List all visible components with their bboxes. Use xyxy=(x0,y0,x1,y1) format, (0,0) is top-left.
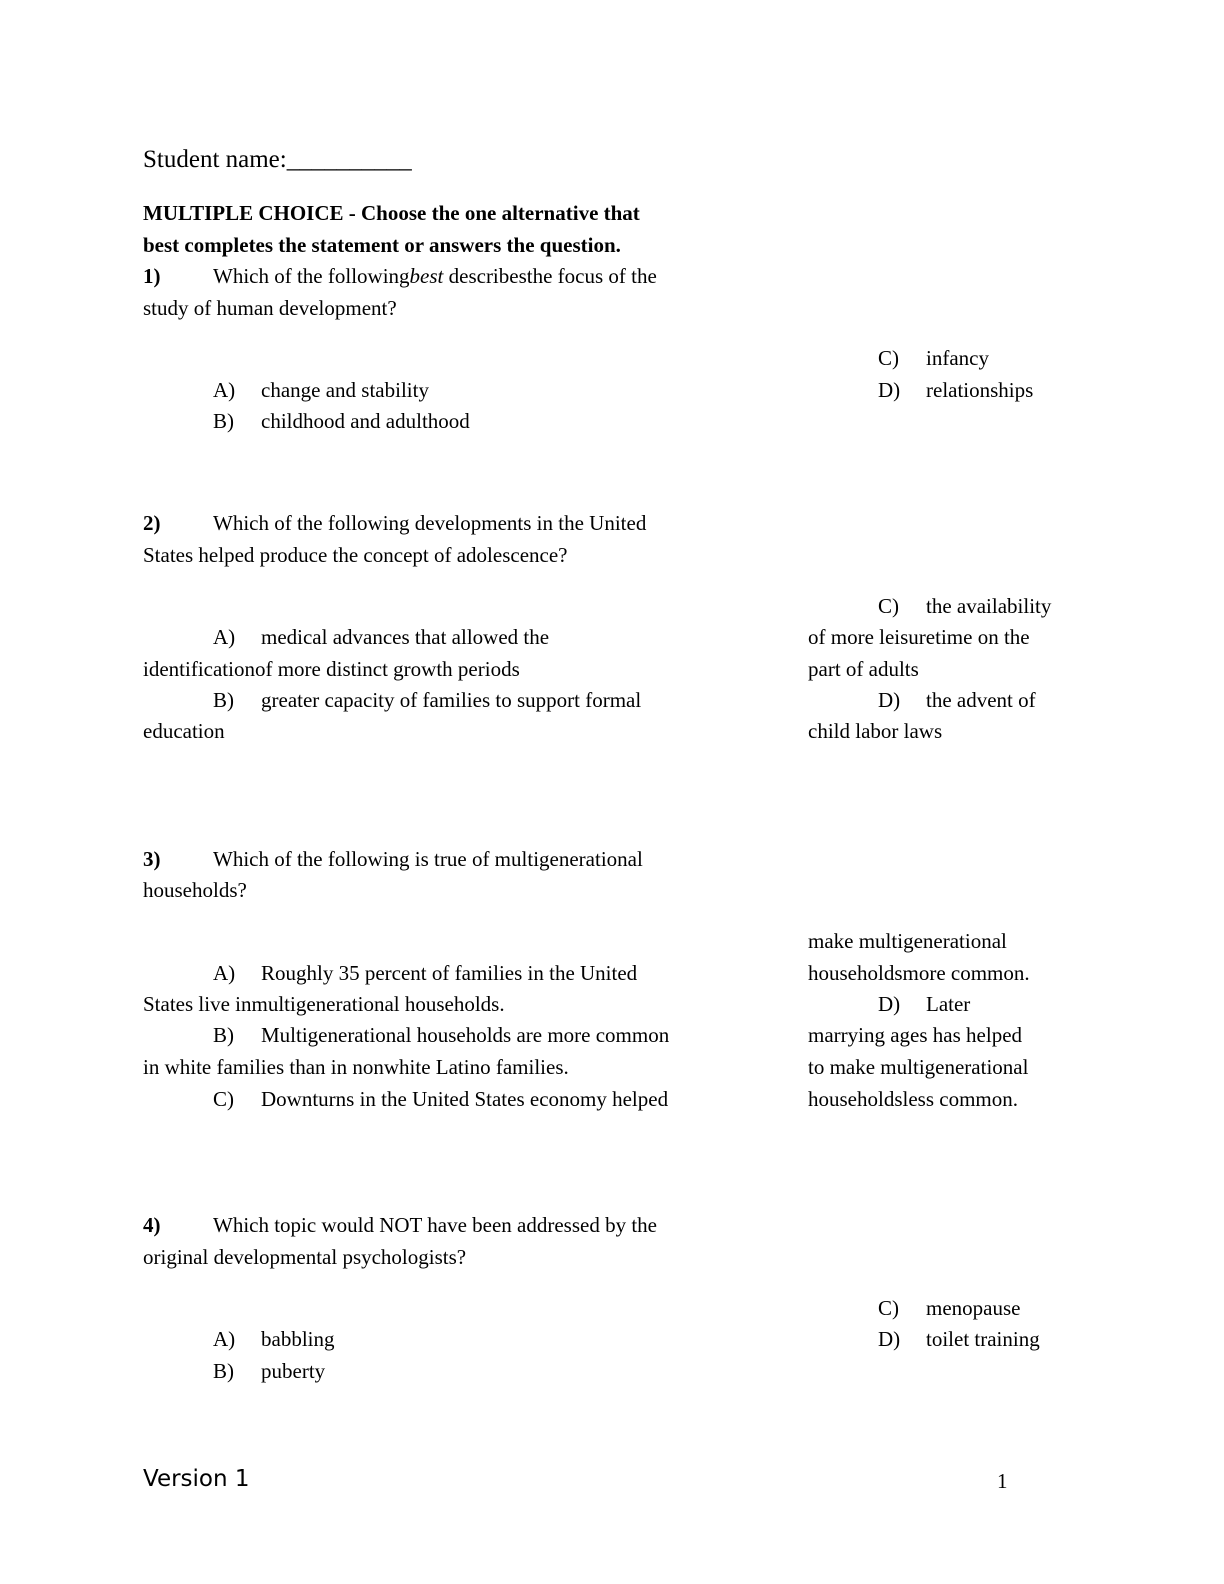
question-2-option-a-line-2: identificationof more distinct growth periods xyxy=(143,657,520,681)
version-label: Version 1 xyxy=(143,1466,250,1492)
option-a-letter: A) xyxy=(213,378,236,402)
question-3-option-a-line-2: States live inmultigenerational households. xyxy=(143,992,505,1016)
question-4-option-a xyxy=(213,1324,335,1356)
option-c-text: the availability xyxy=(926,594,1052,618)
option-d-letter: D) xyxy=(878,992,901,1016)
option-d-letter: D) xyxy=(878,1327,901,1351)
option-a-letter: A) xyxy=(213,1327,236,1351)
question-3-option-d-line-3: to make multigenerational xyxy=(808,1055,1029,1079)
section-header-line-1: MULTIPLE CHOICE - Choose the one alternative that xyxy=(143,201,640,225)
option-b-letter: B) xyxy=(213,688,234,712)
section-header-line-2: best completes the statement or answers the question. xyxy=(143,232,621,257)
question-4-stem xyxy=(143,1210,657,1242)
question-2-option-d xyxy=(878,685,1036,717)
question-1-stem-line-2: study of human development? xyxy=(143,296,397,320)
question-3-option-d-line-2: marrying ages has helped xyxy=(808,1023,1023,1047)
question-2-option-d-line-2: child labor laws xyxy=(808,719,943,743)
option-c-letter: C) xyxy=(878,1296,899,1320)
question-2-option-c xyxy=(878,591,1051,623)
question-2-stem xyxy=(143,508,646,540)
option-d-letter: D) xyxy=(878,688,901,712)
page-number: 1 xyxy=(997,1469,1008,1493)
option-d-text: Later xyxy=(926,992,971,1016)
question-3-stem-line-2: households? xyxy=(143,878,247,902)
question-4-stem-line-2: original developmental psychologists? xyxy=(143,1245,467,1269)
option-a-text: medical advances that allowed the xyxy=(261,625,550,649)
question-1-option-d xyxy=(878,375,1033,407)
option-a-letter: A) xyxy=(213,961,236,985)
question-1-stem-text-a: Which of the following xyxy=(213,264,410,288)
question-2-option-c-line-2: of more leisuretime on the xyxy=(808,625,1030,649)
question-3-option-c-line-3: householdsmore common. xyxy=(808,961,1030,985)
question-2-option-c-line-3: part of adults xyxy=(808,657,919,681)
question-3-option-c-line-2: make multigenerational xyxy=(808,929,1007,953)
option-c-text: menopause xyxy=(926,1296,1021,1320)
option-b-text: puberty xyxy=(261,1359,326,1383)
question-4-stem-text: Which topic would NOT have been addressed by the xyxy=(213,1213,657,1237)
question-2-option-b xyxy=(213,685,641,717)
option-d-text: relationships xyxy=(926,378,1034,402)
question-4-number: 4) xyxy=(143,1213,161,1237)
question-3-option-a xyxy=(213,958,637,990)
question-1-stem xyxy=(143,261,657,293)
question-4-option-d xyxy=(878,1324,1040,1356)
option-c-letter: C) xyxy=(878,346,899,370)
question-3-option-c xyxy=(213,1084,668,1116)
question-3-stem-text: Which of the following is true of multigenerational xyxy=(213,847,643,871)
option-a-text: Roughly 35 percent of families in the United xyxy=(261,961,638,985)
question-2-stem-text: Which of the following developments in the United xyxy=(213,511,647,535)
option-a-letter: A) xyxy=(213,625,236,649)
question-3-option-b-line-2: in white families than in nonwhite Latino families. xyxy=(143,1055,569,1079)
option-c-letter: C) xyxy=(878,594,899,618)
question-2-number: 2) xyxy=(143,511,161,535)
option-b-letter: B) xyxy=(213,409,234,433)
question-4-option-b xyxy=(213,1356,325,1388)
option-c-text: Downturns in the United States economy helped xyxy=(261,1087,669,1111)
student-name-field: Student name:__________ xyxy=(143,146,412,173)
option-b-letter: B) xyxy=(213,1359,234,1383)
question-3-stem xyxy=(143,844,643,876)
option-b-text: greater capacity of families to support formal xyxy=(261,688,642,712)
question-2-option-a xyxy=(213,622,549,654)
option-a-text: babbling xyxy=(261,1327,335,1351)
question-3-option-b xyxy=(213,1020,669,1052)
question-1-option-a xyxy=(213,375,429,407)
question-3-option-d xyxy=(878,989,970,1021)
option-c-letter: C) xyxy=(213,1087,234,1111)
question-2-option-b-line-2: education xyxy=(143,719,225,743)
question-1-stem-text-b: describesthe focus of the xyxy=(443,264,657,288)
option-d-letter: D) xyxy=(878,378,901,402)
question-3-option-d-line-4: householdsless common. xyxy=(808,1087,1018,1111)
option-d-text: the advent of xyxy=(926,688,1036,712)
question-1-number: 1) xyxy=(143,264,161,288)
option-b-text: Multigenerational households are more common xyxy=(261,1023,670,1047)
option-c-text: infancy xyxy=(926,346,989,370)
option-b-letter: B) xyxy=(213,1023,234,1047)
question-1-stem-emphasis: best xyxy=(409,264,444,288)
question-1-option-c xyxy=(878,343,989,375)
option-a-text: change and stability xyxy=(261,378,429,402)
question-2-stem-line-2: States helped produce the concept of adolescence? xyxy=(143,543,568,567)
question-1-option-b xyxy=(213,406,470,438)
question-3-number: 3) xyxy=(143,847,161,871)
option-b-text: childhood and adulthood xyxy=(261,409,470,433)
question-4-option-c xyxy=(878,1293,1020,1325)
option-d-text: toilet training xyxy=(926,1327,1040,1351)
section-header xyxy=(143,198,743,261)
